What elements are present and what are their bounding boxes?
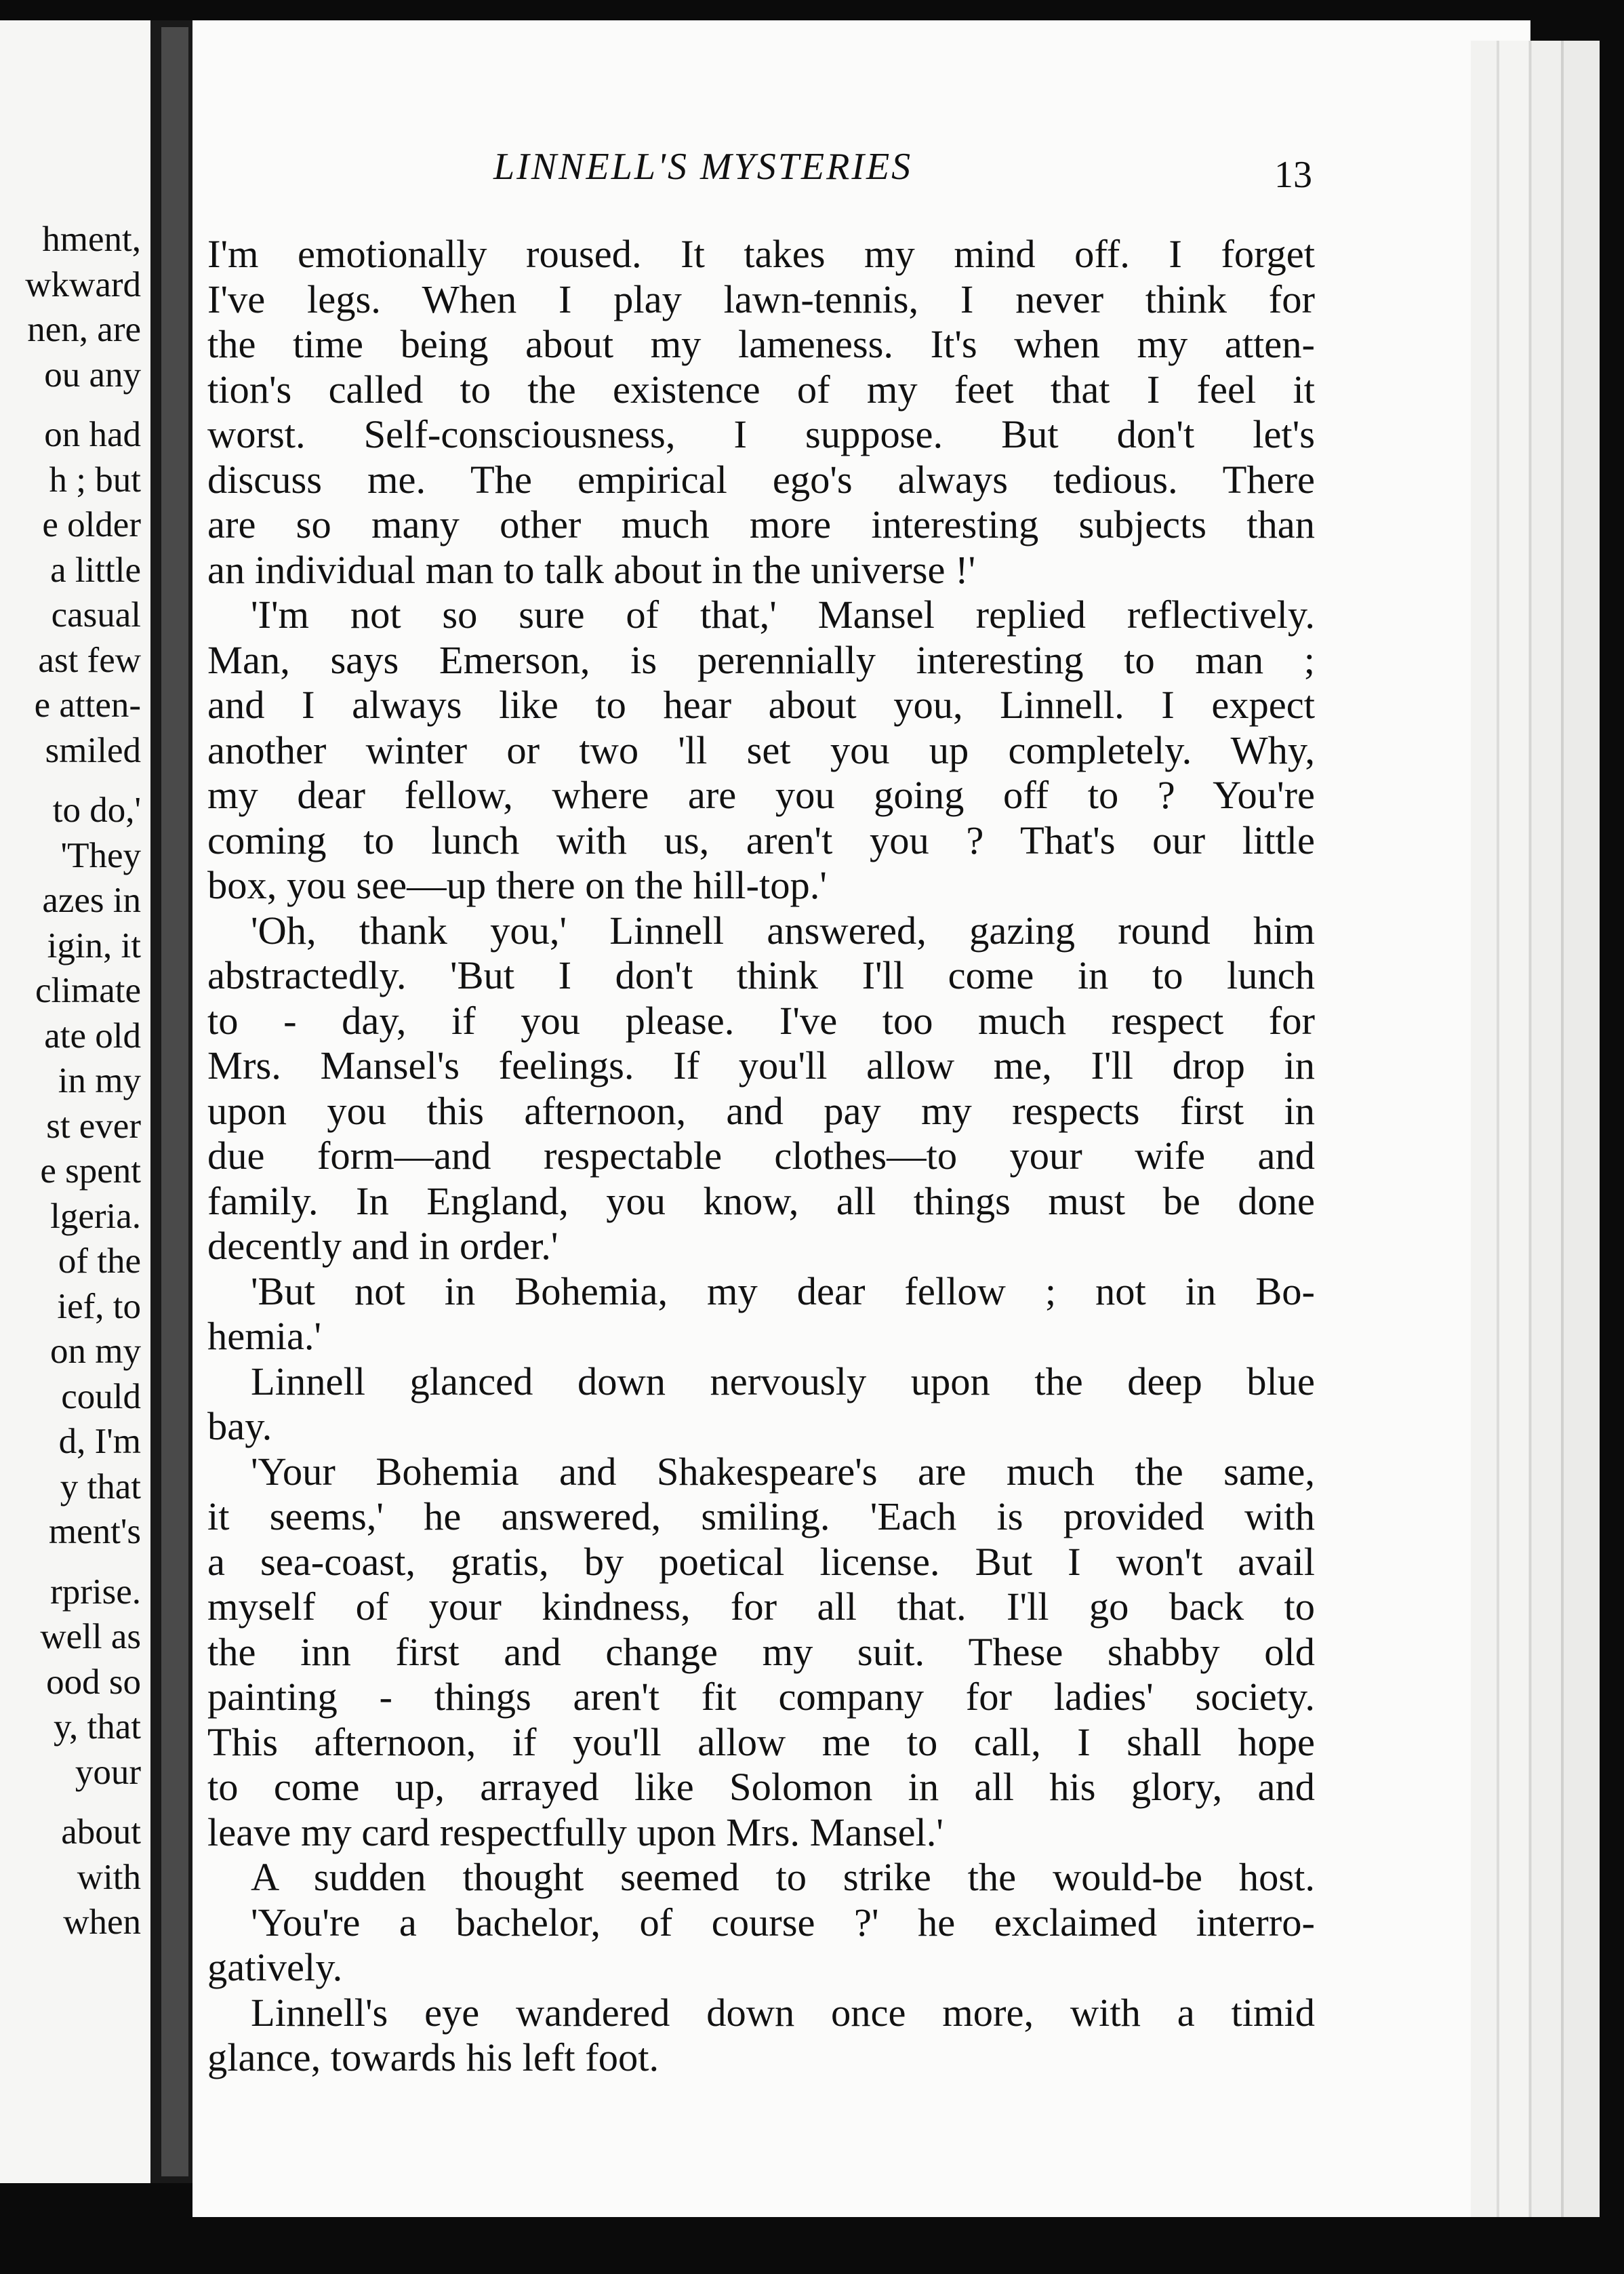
text-line: bay. — [207, 1404, 272, 1448]
text-line: painting - things aren't fit company for ladies' society. — [207, 1675, 1315, 1719]
facing-page-line: nen, are — [27, 310, 141, 349]
facing-page-line: igin, it — [47, 925, 141, 965]
facing-page-line: y that — [60, 1467, 141, 1507]
text-line: I've legs. When I play lawn-tennis, I never think for — [207, 277, 1315, 321]
facing-page-line: could — [61, 1376, 141, 1416]
facing-page-line: azes in — [42, 881, 141, 920]
facing-page-line: ate old — [44, 1016, 141, 1056]
text-line: 'Your Bohemia and Shakespeare's are much the same, — [251, 1449, 1315, 1494]
text-line: a sea-coast, gratis, by poetical license. But I won't avail — [207, 1539, 1315, 1584]
text-line: 'Oh, thank you,' Linnell answered, gazing round him — [251, 908, 1315, 953]
facing-page-line: ast few — [38, 640, 141, 680]
facing-page-line: hment, — [42, 220, 141, 259]
text-line: to come up, arrayed like Solomon in all his glory, and — [207, 1765, 1315, 1809]
text-line: an individual man to talk about in the universe !' — [207, 547, 976, 592]
text-line: the time being about my lameness. It's when my atten- — [207, 322, 1315, 366]
text-line: hemia.' — [207, 1314, 322, 1358]
text-line: gatively. — [207, 1945, 343, 1989]
facing-page-line: climate — [35, 971, 141, 1010]
facing-page-line: a little — [50, 550, 141, 590]
body-text — [207, 232, 1315, 2081]
text-line: coming to lunch with us, aren't you ? That's our little — [207, 818, 1315, 862]
text-line: discuss me. The empirical ego's always tedious. There — [207, 457, 1315, 502]
facing-page-line: well as — [40, 1617, 141, 1656]
text-line: A sudden thought seemed to strike the would-be host. — [251, 1855, 1315, 1899]
text-line: I'm emotionally roused. It takes my mind off. I forget — [207, 232, 1315, 276]
text-line: my dear fellow, where are you going off to ? You're — [207, 773, 1315, 817]
text-line: 'You're a bachelor, of course ?' he exclaimed interro- — [251, 1900, 1315, 1944]
text-line: family. In England, you know, all things must be done — [207, 1178, 1315, 1223]
page-number: 13 — [1274, 154, 1312, 196]
text-line: to - day, if you please. I've too much respect for — [207, 998, 1315, 1043]
facing-page-line: about — [61, 1812, 141, 1852]
text-line: leave my card respectfully upon Mrs. Mansel.' — [207, 1810, 943, 1854]
text-line: it seems,' he answered, smiling. 'Each is provided with — [207, 1494, 1315, 1538]
text-line: Mrs. Mansel's feelings. If you'll allow me, I'll drop in — [207, 1043, 1315, 1088]
facing-page-line: st ever — [46, 1106, 141, 1146]
facing-page-line: y, that — [53, 1707, 141, 1747]
text-line: abstractedly. 'But I don't think I'll come in to lunch — [207, 953, 1315, 997]
facing-page-left — [0, 20, 150, 2183]
facing-page-line: your — [75, 1752, 141, 1792]
facing-page-line: h ; but — [49, 460, 141, 500]
facing-page-line: e older — [42, 505, 141, 544]
facing-page-line: lgeria. — [50, 1196, 141, 1236]
running-head: LINNELL'S MYSTERIES — [493, 146, 913, 188]
gutter-shadow — [161, 27, 188, 2176]
text-line: Man, says Emerson, is perennially interesting to man ; — [207, 637, 1315, 682]
facing-page-line: of the — [58, 1241, 141, 1281]
text-line: 'But not in Bohemia, my dear fellow ; not in Bo- — [251, 1269, 1315, 1313]
facing-page-line: casual — [51, 595, 141, 635]
text-line: worst. Self-consciousness, I suppose. But don't let's — [207, 412, 1315, 456]
text-line: box, you see—up there on the hill-top.' — [207, 863, 827, 907]
facing-page-line: ou any — [44, 355, 141, 395]
text-line: another winter or two 'll set you up completely. Why, — [207, 727, 1315, 772]
page-edges — [1471, 41, 1600, 2217]
facing-page-line: with — [77, 1857, 141, 1897]
facing-page-line: e atten- — [34, 685, 141, 725]
text-line: decently and in order.' — [207, 1224, 559, 1268]
text-line: 'I'm not so sure of that,' Mansel replied reflectively. — [251, 593, 1315, 637]
facing-page-line: e spent — [40, 1151, 141, 1191]
facing-page-line: when — [63, 1902, 141, 1942]
text-line: myself of your kindness, for all that. I'll go back to — [207, 1584, 1315, 1629]
facing-page-line: ment's — [48, 1512, 141, 1551]
facing-page-line: on my — [50, 1332, 141, 1371]
facing-page-line: in my — [58, 1061, 141, 1100]
text-line: Linnell glanced down nervously upon the deep blue — [251, 1359, 1315, 1403]
text-line: due form—and respectable clothes—to your wife and — [207, 1134, 1315, 1178]
facing-page-line: d, I'm — [58, 1422, 141, 1461]
facing-page-line: smiled — [45, 730, 141, 770]
facing-page-line: wkward — [25, 264, 141, 304]
facing-page-line: 'They — [60, 835, 141, 875]
text-line: This afternoon, if you'll allow me to call, I shall hope — [207, 1719, 1315, 1764]
text-line: the inn first and change my suit. These shabby old — [207, 1629, 1315, 1674]
facing-page-line: rprise. — [50, 1572, 141, 1612]
text-line: upon you this afternoon, and pay my respects first in — [207, 1088, 1315, 1133]
facing-page-line: ood so — [46, 1662, 141, 1702]
facing-page-line: on had — [44, 415, 141, 454]
facing-page-line: to do,' — [52, 791, 141, 830]
text-line: glance, towards his left foot. — [207, 2035, 659, 2079]
facing-page-line: ief, to — [57, 1286, 141, 1326]
text-line: tion's called to the existence of my feet that I feel it — [207, 367, 1315, 412]
text-line: Linnell's eye wandered down once more, with a timid — [251, 1990, 1315, 2035]
text-line: and I always like to hear about you, Linnell. I expect — [207, 683, 1315, 727]
text-line: are so many other much more interesting subjects than — [207, 502, 1315, 546]
